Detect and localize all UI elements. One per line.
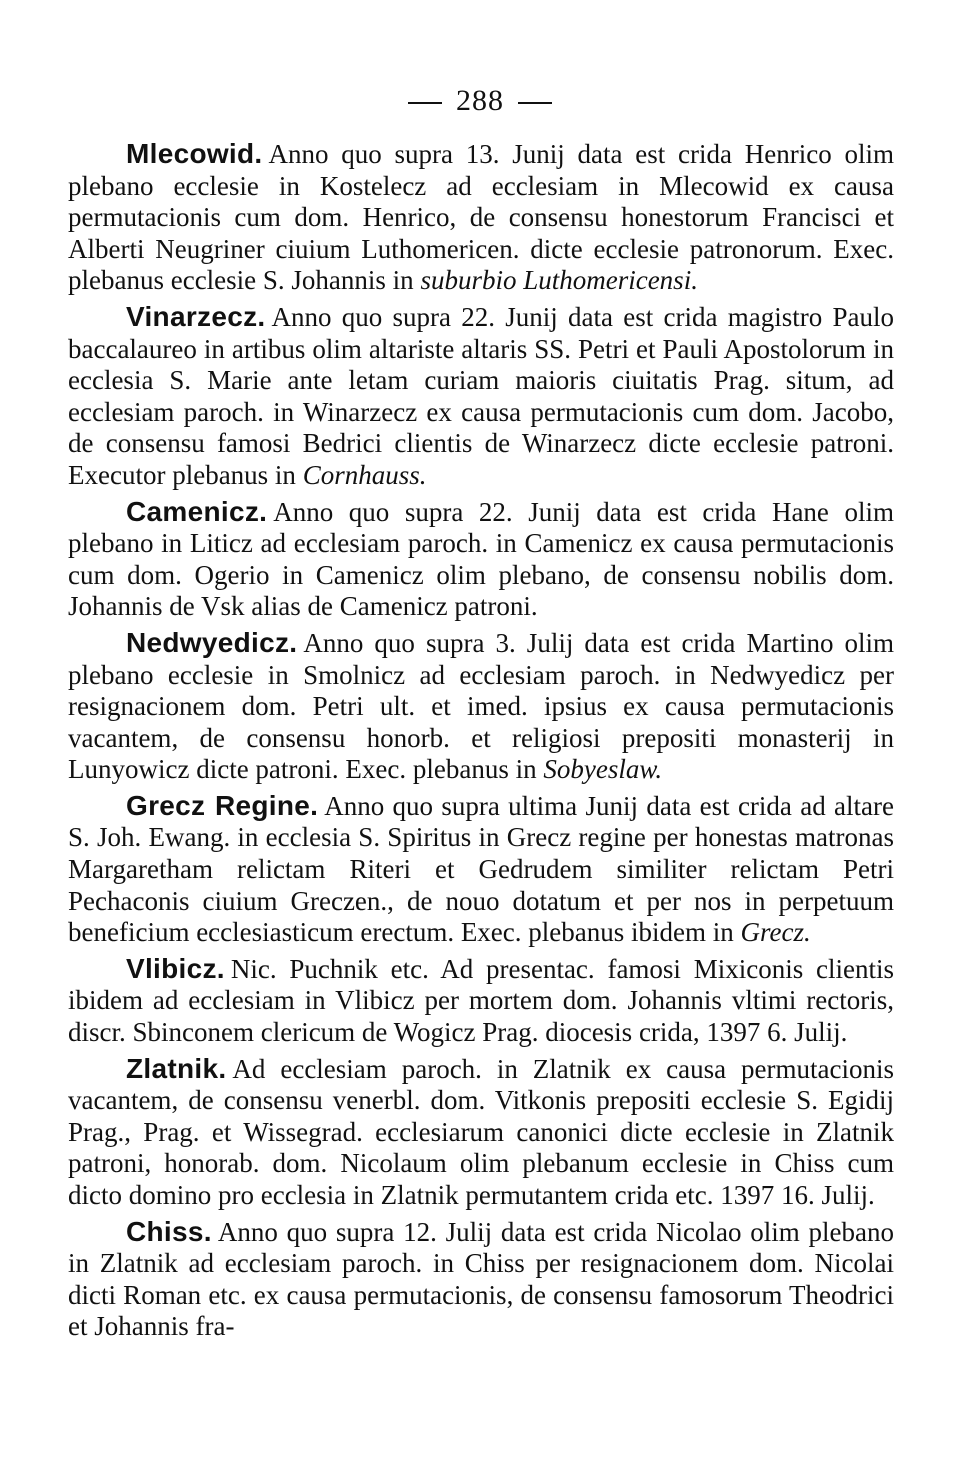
entry-heading: Chiss.: [126, 1215, 212, 1247]
entry-vinarzecz: [68, 301, 894, 492]
entry-vlibicz: [68, 953, 894, 1049]
entry-body: Ad ecclesiam paroch. in Zlatnik ex causa permutacionis vacantem, de consensu venerbl. dom. Vitkonis prepositi ecclesie S. Egidij Prag., Prag. et Wissegrad. ecclesiarum canonici dicte ecclesie in Zlatnik patroni, honorab. dom. Nicolaum olim plebanum ecclesie in Chiss cum dicto domino pro ecclesia in Zlatnik permutantem crida etc. 1397 16. Julij.: [68, 1053, 894, 1210]
dash-left: [408, 102, 442, 104]
entry-zlatnik: [68, 1053, 894, 1212]
entry-heading: Zlatnik.: [126, 1052, 227, 1084]
entry-paragraph: [68, 790, 894, 949]
entry-heading: Vinarzecz.: [126, 300, 266, 332]
entry-paragraph: [68, 953, 894, 1049]
entry-body: Anno quo supra ultima Junij data est crida ad altare S. Joh. Ewang. in ecclesia S. Spiritus in Grecz regine per honestas matronas Margaretham relictam Riteri et Gedrudem similiter relictam Petri Pechaconis ciuium Greczen., de nouo dotatum et per nos in perpetuum beneficium ecclesiasticum erectum. Exec. plebanus ibidem in: [68, 790, 894, 948]
entry-italic: Cornhauss.: [302, 459, 427, 490]
entry-paragraph: [68, 627, 894, 786]
entry-paragraph: [68, 301, 894, 492]
entry-body: Anno quo supra 12. Julij data est crida Nicolao olim plebano in Zlatnik ad ecclesiam paroch. in Chiss per resignacionem dom. Nicolai dicti Roman etc. ex causa permutacionis, de consensu famosorum Theodrici et Johannis fra-: [68, 1216, 894, 1342]
entry-body: Nic. Puchnik etc. Ad presentac. famosi Mixiconis clientis ibidem ad ecclesiam in Vlibicz per mortem dom. Johannis vltimi rectoris, discr. Sbinconem clericum de Wogicz Prag. diocesis crida, 1397 6. Julij.: [68, 953, 894, 1048]
entry-camenicz: [68, 496, 894, 623]
entry-paragraph: [68, 138, 894, 297]
entry-heading: Vlibicz.: [126, 952, 225, 984]
entry-nedwyedicz: [68, 627, 894, 786]
entry-paragraph: [68, 1053, 894, 1212]
entry-paragraph: [68, 496, 894, 623]
page-number-text: 288: [456, 84, 504, 117]
page-number: [0, 84, 960, 118]
entry-chiss: [68, 1216, 894, 1343]
entry-paragraph: [68, 1216, 894, 1343]
dash-right: [518, 102, 552, 104]
document-body: [68, 138, 894, 1347]
entry-grecz-regine: [68, 790, 894, 949]
entry-heading: Grecz Regine.: [126, 789, 319, 821]
entry-body: Anno quo supra 13. Junij data est crida Henrico olim plebano ecclesie in Kostelecz ad ecclesiam in Mlecowid ex causa permutacionis cum dom. Henrico, de consensu honestorum Francisci et Alberti Neugriner ciuium Luthomericen. dicte ecclesie patronorum. Exec. plebanus ecclesie S. Johannis in: [68, 139, 894, 296]
entry-italic: Sobyeslaw.: [543, 754, 663, 785]
entry-italic: Grecz.: [740, 917, 811, 948]
entry-heading: Camenicz.: [126, 495, 268, 527]
entry-mlecowid: [68, 138, 894, 297]
entry-heading: Nedwyedicz.: [126, 626, 298, 658]
entry-body: Anno quo supra 22. Junij data est crida Hane olim plebano in Liticz ad ecclesiam paroch. in Camenicz ex causa permutacionis cum dom. Ogerio in Camenicz olim plebano, de consensu nobilis dom. Johannis de Vsk alias de Camenicz patroni.: [68, 496, 894, 622]
entry-body: Anno quo supra 22. Junij data est crida magistro Paulo baccalaureo in artibus olim altariste altaris SS. Petri et Pauli Apostolorum in ecclesia S. Marie ante letam curiam maioris ciuitatis Prag. situm, ad ecclesiam paroch. in Winarzecz ex causa permutacionis cum dom. Jacobo, de consensu famosi Bedrici clientis de Winarzecz dicte ecclesie patroni. Executor plebanus in: [68, 301, 894, 490]
entry-body: Anno quo supra 3. Julij data est crida Martino olim plebano ecclesie in Smolnicz ad ecclesiam paroch. in Nedwyedicz per resignacionem dom. Petri ult. et imed. ipsius ex causa permutacionis vacantem, de consensu honorb. et religiosi prepositi monasterij in Lunyowicz dicte patroni. Exec. plebanus in: [68, 627, 894, 785]
entry-heading: Mlecowid.: [126, 138, 263, 169]
entry-italic: suburbio Luthomericensi.: [420, 265, 698, 296]
